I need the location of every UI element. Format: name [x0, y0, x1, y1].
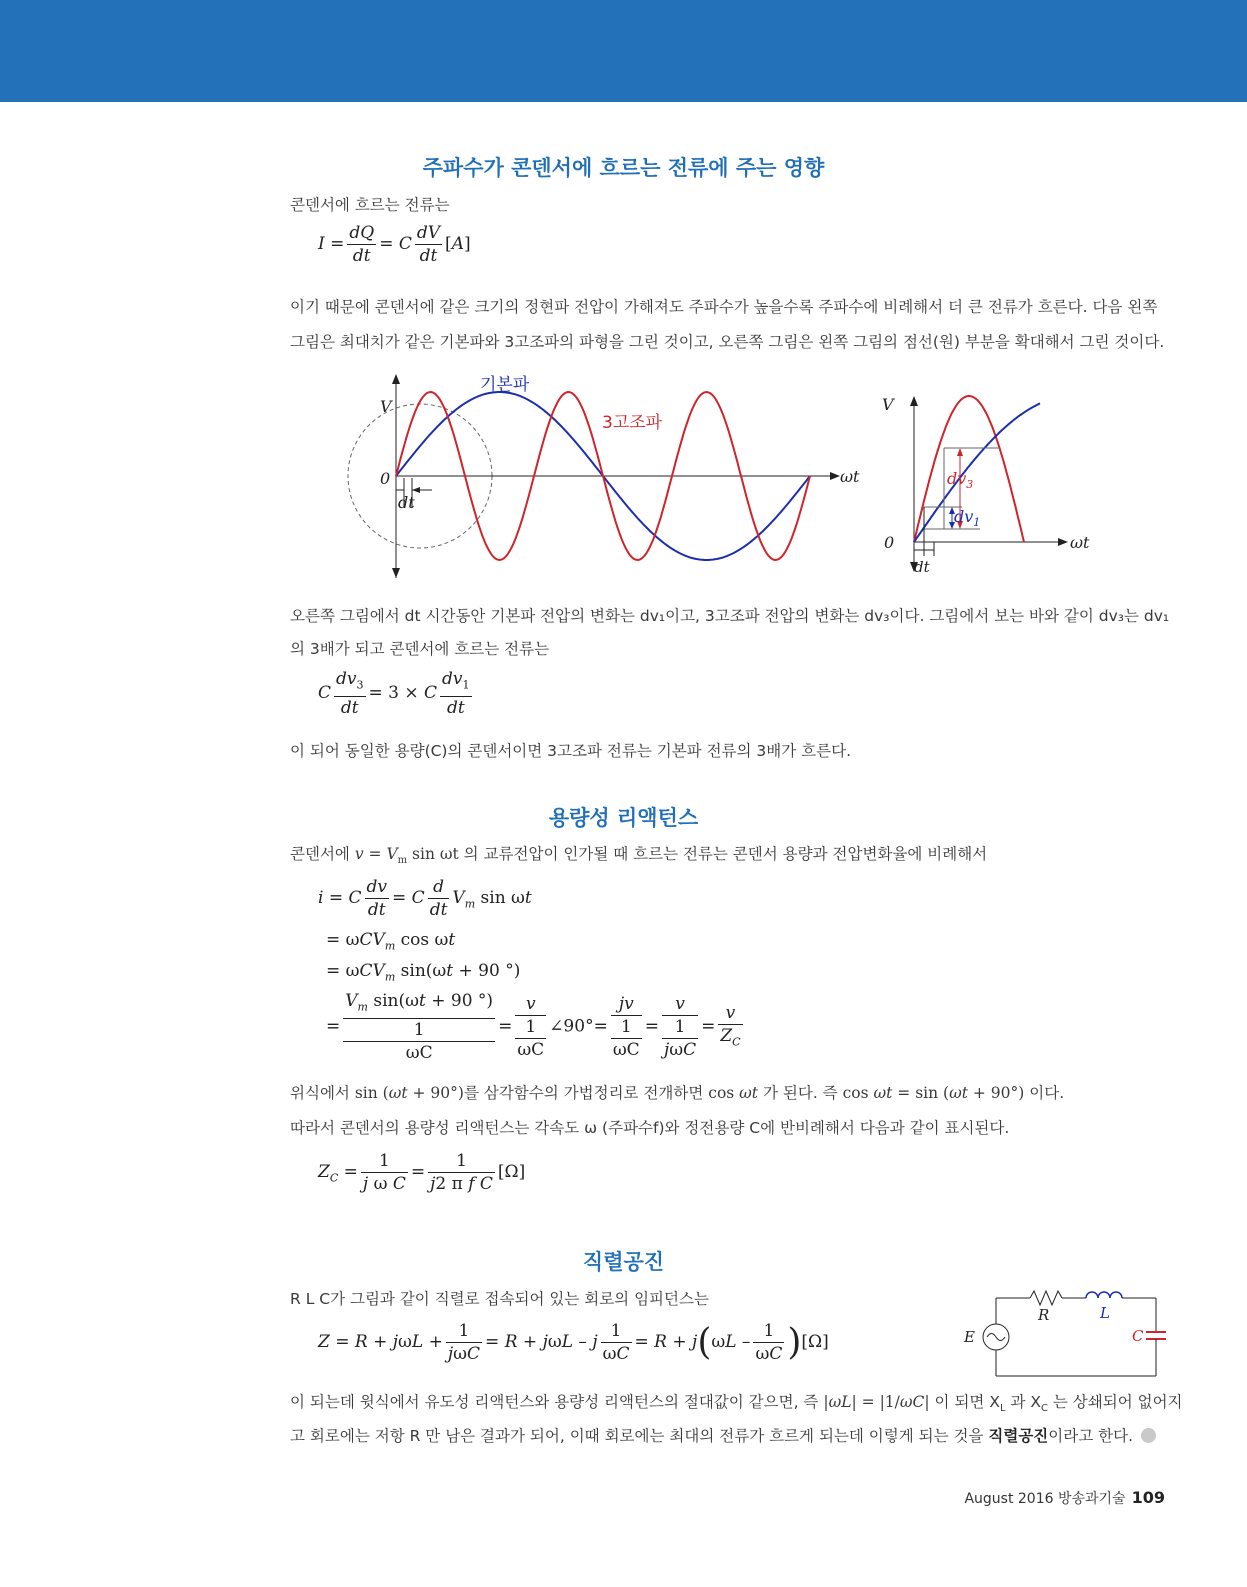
section3-intro: R L C가 그림과 같이 직렬로 접속되어 있는 회로의 임피던스는: [290, 1290, 709, 1308]
resistor-label: R: [1038, 1306, 1050, 1324]
header-band: [0, 0, 1247, 102]
section3-para1: 이 되는데 윗식에서 유도성 리액턴스와 용량성 리액턴스의 절대값이 같으면, 즉 |ωL| = |1/ωC| 이 되면 $X_L$ 과 $X_C$ 는 상쇄되어 없어지: [290, 1393, 1183, 1415]
section2-title: 용량성 리액턴스: [548, 806, 699, 830]
equation-current: I = $\frac{dQ}{dt}$ = C $\frac{dV}{dt}$ [A]: [318, 223, 471, 266]
section2-intro: 콘덴서에 $v = V_m$ sin ωt 의 교류전압이 인가될 때 흐르는 전류는 콘덴서 용량과 전압변화율에 비례해서: [290, 845, 988, 867]
fundamental-label: 기본파: [480, 375, 530, 395]
page-footer: [964, 1488, 1165, 1508]
section1-para3: 이 되어 동일한 용량(C)의 콘덴서이면 3고조파 전류는 기본파 전류의 3배가 흐른다.: [290, 742, 852, 760]
rlc-circuit: [960, 1288, 1180, 1384]
zoom-zero-label: 0: [884, 533, 895, 552]
equation-line2: = ωCV$_m$ cos ωt: [326, 930, 456, 953]
dt-label: dt: [398, 493, 415, 512]
dv3-label: $dv_3$: [947, 469, 974, 491]
inductor-icon: [1086, 1292, 1122, 1298]
capacitor-label: C: [1132, 1327, 1144, 1345]
end-mark-icon: [1141, 1428, 1156, 1443]
zoom-dt-label: dt: [914, 558, 930, 576]
source-label: E: [964, 1328, 975, 1346]
third-harmonic-label: 3고조파: [602, 413, 663, 433]
v-axis-arrow-icon: [392, 374, 400, 384]
issue-label: August 2016 방송과기술: [964, 1491, 1126, 1507]
zoom-figure: [880, 390, 1100, 580]
dv1-label: $dv_1$: [954, 507, 981, 529]
equation-capacitor-current: i = C $\frac{dv}{dt}$ = C $\frac{d}{dt}$ $V_m$ sin ωt: [318, 877, 532, 920]
section2-para1: 위식에서 sin (ωt + 90°)를 삼각함수의 가법정리로 전개하면 cos ωt 가 된다. 즉 cos ωt = sin (ωt + 90°) 이다.: [290, 1084, 1065, 1102]
section3-title: 직렬공진: [582, 1250, 665, 1274]
inductor-label: L: [1100, 1304, 1110, 1322]
section1-title: 주파수가 콘덴서에 흐르는 전류에 주는 영향: [422, 156, 825, 180]
equation-harmonic-current: C $\frac{dv_3}{dt}$ = 3 × C $\frac{dv_1}{dt}$: [318, 669, 470, 719]
v-label: V: [380, 397, 392, 416]
zoom-v-axis-arrow-icon: [910, 396, 918, 406]
zoom-wt-label: ωt: [1070, 533, 1090, 552]
section1-para1-line2: 그림은 최대치가 같은 기본파와 3고조파의 파형을 그린 것이고, 오른쪽 그림은 왼쪽 그림의 점선(원) 부분을 확대해서 그린 것이다.: [290, 333, 1165, 351]
equation-impedance: Z = R + jωL + $\frac{1}{\text{jωC}}$ = R + jωL – j $\frac{1}{\omega C}$ = R + j(ωL – $\frac{1}{\omega C}$ )[Ω]: [318, 1321, 829, 1364]
zero-label: 0: [380, 469, 391, 488]
zoom-wt-axis-arrow-icon: [1058, 538, 1068, 546]
section3-para2: 고 회로에는 저항 R 만 남은 결과가 되어, 이때 회로에는 최대의 전류가 흐르게 되는데 이렇게 되는 것을 직렬공진이라고 한다.: [290, 1424, 1156, 1446]
section2-para2: 따라서 콘덴서의 용량성 리액턴스는 각속도 ω (주파수f)와 정전용량 C에 반비례해서 다음과 같이 표시된다.: [290, 1119, 1010, 1137]
section1-para2-line2: 의 3배가 되고 콘덴서에 흐르는 전류는: [290, 640, 550, 658]
waveform-figure: [340, 368, 870, 583]
wt-axis-arrow-icon: [830, 472, 840, 480]
sine-wave-icon: [987, 1334, 1005, 1341]
equation-reactance: $Z_C$ = $\frac{1}{\text{j ω C}}$ = $\frac{1}{\text{j2 π f C}}$ [Ω]: [318, 1151, 526, 1194]
wt-label: ωt: [840, 467, 860, 486]
v-axis-down-arrow-icon: [392, 568, 400, 578]
page-number: 109: [1131, 1488, 1165, 1507]
dv3-arrow-up-icon: [957, 448, 963, 456]
section1-para2-line1: 오른쪽 그림에서 dt 시간동안 기본파 전압의 변화는 dv₁이고, 3고조파 전압의 변화는 dv₃이다. 그림에서 보는 바와 같이 dv₃는 dv₁: [290, 607, 1170, 625]
equation-line4: = $V_m$ sin(ωt + 90 °) 1 ωC = v 1 ωC ∠90°= jv 1 ωC = v 1 jωC = $\frac{v}{Z_C}$: [326, 991, 741, 1064]
section1-para1-line1: 이기 때문에 콘덴서에 같은 크기의 정현파 전압이 가해져도 주파수가 높을수록 주파수에 비례해서 더 큰 전류가 흐른다. 다음 왼쪽: [290, 298, 1158, 316]
section1-intro: 콘덴서에 흐르는 전류는: [290, 196, 450, 214]
resistor-icon: [1030, 1291, 1062, 1305]
equation-line3: = ωCV$_m$ sin(ωt + 90 °): [326, 961, 521, 984]
zoom-v-label: V: [882, 395, 894, 414]
